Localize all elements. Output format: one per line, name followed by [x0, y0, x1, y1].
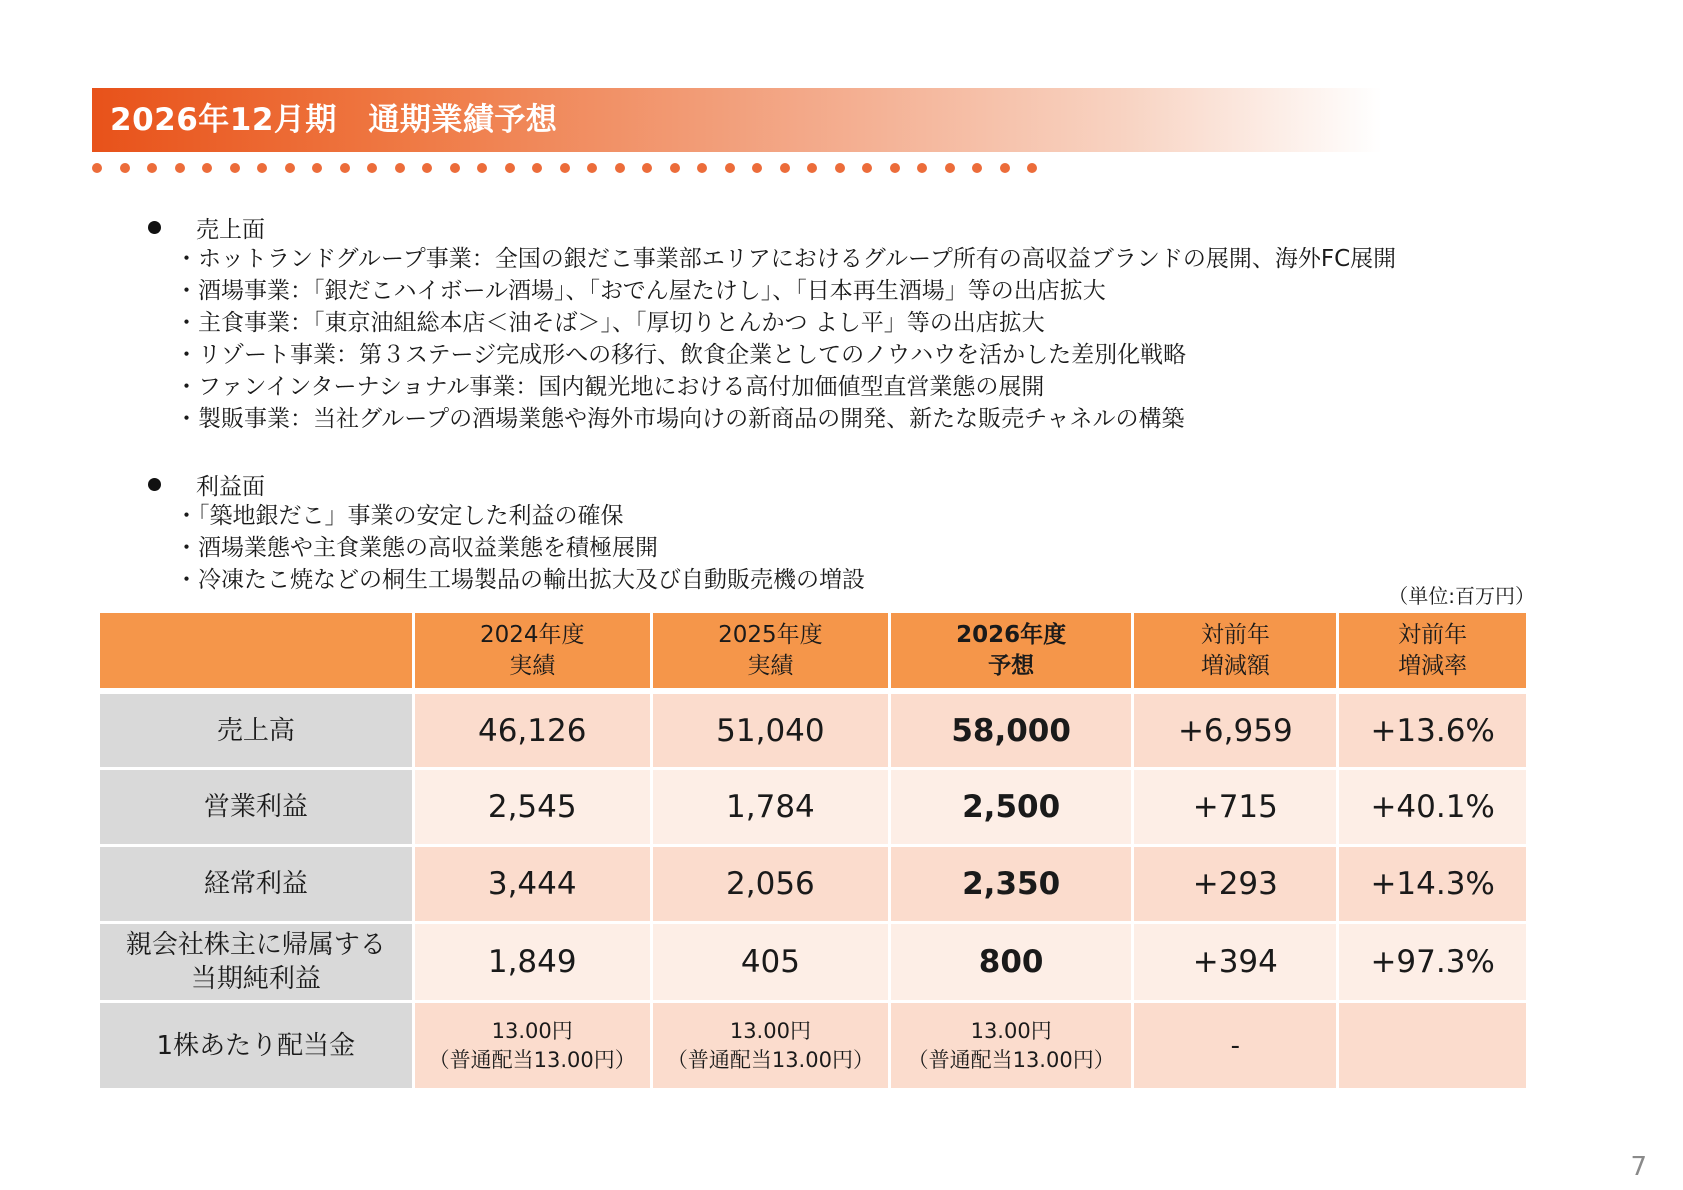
sales-line: ・酒場事業：「銀だこハイボール酒場」、「おでん屋たけし」、「日本再生酒場」等の出店拡大 [175, 278, 1106, 304]
divider-dot [202, 163, 212, 173]
divider-dot [560, 163, 570, 173]
row-label: 親会社株主に帰属する 当期純利益 [100, 924, 412, 1003]
profit-heading: 利益面 [196, 473, 265, 500]
header-blank [100, 613, 412, 694]
cell-diff: +6,959 [1134, 694, 1336, 770]
divider-dot [945, 163, 955, 173]
divider-dot [505, 163, 515, 173]
cell-2024: 2,545 [415, 770, 650, 847]
cell-2024: 1,849 [415, 924, 650, 1003]
divider-dot [615, 163, 625, 173]
header-2025: 2025年度 実績 [653, 613, 888, 694]
header-diff: 対前年 増減額 [1134, 613, 1336, 694]
cell-2026: 2,500 [891, 770, 1131, 847]
profit-section [145, 468, 865, 596]
cell-rate: +13.6% [1339, 694, 1526, 770]
divider-dot [780, 163, 790, 173]
cell-2026: 2,350 [891, 847, 1131, 924]
profit-line: ・「築地銀だこ」事業の安定した利益の確保 [175, 503, 624, 529]
cell-diff: +394 [1134, 924, 1336, 1003]
cell-2025: 13.00円 （普通配当13.00円） [653, 1003, 888, 1091]
sales-line: ・リゾート事業：第３ステージ完成形への移行、飲食企業としてのノウハウを活かした差別化戦略 [175, 342, 1187, 368]
divider-dot [725, 163, 735, 173]
bullet-icon [148, 221, 161, 234]
cell-2026: 58,000 [891, 694, 1131, 770]
divider-dot [532, 163, 542, 173]
cell-2024: 46,126 [415, 694, 650, 770]
divider-dot [807, 163, 817, 173]
divider-dot [917, 163, 927, 173]
cell-2024: 13.00円 （普通配当13.00円） [415, 1003, 650, 1091]
divider-dot [477, 163, 487, 173]
divider-dot [257, 163, 267, 173]
sales-line: ・ファンインターナショナル事業：国内観光地における高付加価値型直営業態の展開 [175, 374, 1045, 400]
cell-2025: 2,056 [653, 847, 888, 924]
sales-line: ・製販事業：当社グループの酒場業態や海外市場向けの新商品の開発、新たな販売チャネルの構築 [175, 406, 1185, 432]
divider-dot [1027, 163, 1037, 173]
divider-dot [972, 163, 982, 173]
row-label: 営業利益 [100, 770, 412, 847]
cell-diff: - [1134, 1003, 1336, 1091]
divider-dot [422, 163, 432, 173]
performance-table [97, 613, 1529, 1091]
cell-2025: 1,784 [653, 770, 888, 847]
sales-heading: 売上面 [196, 216, 265, 243]
divider-dot [587, 163, 597, 173]
divider-dot [642, 163, 652, 173]
row-label: 売上高 [100, 694, 412, 770]
header-2024: 2024年度 実績 [415, 613, 650, 694]
divider-dot [312, 163, 322, 173]
sales-line: ・ホットランドグループ事業：全国の銀だこ事業部エリアにおけるグループ所有の高収益ブランドの展開、海外FC展開 [175, 246, 1397, 272]
cell-2025: 405 [653, 924, 888, 1003]
table-row [100, 924, 1526, 1003]
divider-dot [862, 163, 872, 173]
dotted-divider [92, 163, 1052, 173]
cell-rate: +14.3% [1339, 847, 1526, 924]
cell-rate: +97.3% [1339, 924, 1526, 1003]
divider-dot [285, 163, 295, 173]
divider-dot [670, 163, 680, 173]
divider-dot [120, 163, 130, 173]
header-rate: 対前年 増減率 [1339, 613, 1526, 694]
divider-dot [175, 163, 185, 173]
cell-diff: +293 [1134, 847, 1336, 924]
divider-dot [92, 163, 102, 173]
cell-2025: 51,040 [653, 694, 888, 770]
divider-dot [395, 163, 405, 173]
divider-dot [1000, 163, 1010, 173]
sales-line: ・主食事業：「東京油組総本店＜油そば＞」、「厚切りとんかつ よし平」等の出店拡大 [175, 310, 1045, 336]
title-bar [92, 88, 1382, 152]
table-row [100, 770, 1526, 847]
unit-label: （単位:百万円） [1388, 584, 1535, 608]
dividend-row [100, 1003, 1526, 1091]
cell-diff: +715 [1134, 770, 1336, 847]
divider-dot [450, 163, 460, 173]
profit-line: ・酒場業態や主食業態の高収益業態を積極展開 [175, 535, 658, 561]
page-number: 7 [1630, 1152, 1647, 1182]
divider-dot [230, 163, 240, 173]
divider-dot [890, 163, 900, 173]
row-label: 1株あたり配当金 [100, 1003, 412, 1091]
bullet-icon [148, 478, 161, 491]
divider-dot [340, 163, 350, 173]
table-row [100, 694, 1526, 770]
cell-2026: 13.00円 （普通配当13.00円） [891, 1003, 1131, 1091]
cell-2024: 3,444 [415, 847, 650, 924]
divider-dot [147, 163, 157, 173]
table-header-row [100, 613, 1526, 694]
divider-dot [367, 163, 377, 173]
table-row [100, 847, 1526, 924]
cell-2026: 800 [891, 924, 1131, 1003]
cell-rate: +40.1% [1339, 770, 1526, 847]
cell-rate [1339, 1003, 1526, 1091]
profit-line: ・冷凍たこ焼などの桐生工場製品の輸出拡大及び自動販売機の増設 [175, 567, 865, 593]
header-2026: 2026年度 予想 [891, 613, 1131, 694]
sales-section [145, 211, 1396, 435]
divider-dot [697, 163, 707, 173]
row-label: 経常利益 [100, 847, 412, 924]
divider-dot [752, 163, 762, 173]
page-title: 2026年12月期 通期業績予想 [110, 102, 558, 138]
divider-dot [835, 163, 845, 173]
